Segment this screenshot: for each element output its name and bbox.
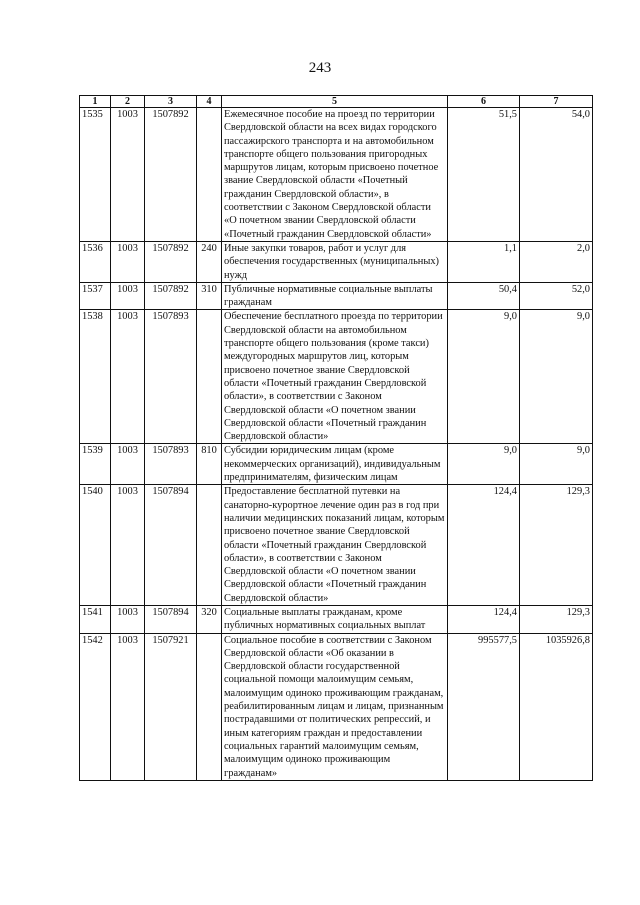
section-code: 1003 [111,444,145,485]
header-row [80,96,593,108]
header-cell: 3 [145,96,197,108]
expense-type: 240 [197,241,222,282]
amount-col7: 1035926,8 [520,633,593,780]
page-number: 243 [308,60,332,76]
item-name: Предоставление бесплатной путевки на санаторно-курортное лечение один раз в год при наличии медицинских показаний лицам, которым присвоено почетное звание Свердловской области «Почетный гражданин Свердловской области», в соответствии с Законом Свердловской области «О почетном звании Свердловской области «Почетный гражданин Свердловской области» [222,485,448,606]
row-number: 1539 [80,444,111,485]
section-code: 1003 [111,633,145,780]
table-row [80,108,593,242]
amount-col7: 54,0 [520,108,593,242]
amount-col7: 9,0 [520,310,593,444]
header-cell: 1 [80,96,111,108]
table-row [80,310,593,444]
amount-col7: 52,0 [520,282,593,310]
amount-col6: 51,5 [448,108,520,242]
amount-col7: 9,0 [520,444,593,485]
row-number: 1540 [80,485,111,606]
target-code: 1507892 [145,108,197,242]
amount-col6: 1,1 [448,241,520,282]
row-number: 1536 [80,241,111,282]
row-number: 1535 [80,108,111,242]
expense-type: 810 [197,444,222,485]
header-cell: 6 [448,96,520,108]
item-name: Социальные выплаты гражданам, кроме публичных нормативных социальных выплат [222,605,448,633]
amount-col6: 50,4 [448,282,520,310]
target-code: 1507893 [145,310,197,444]
amount-col7: 129,3 [520,485,593,606]
table-row [80,605,593,633]
item-name: Иные закупки товаров, работ и услуг для обеспечения государственных (муниципальных) нужд [222,241,448,282]
row-number: 1542 [80,633,111,780]
header-cell: 5 [222,96,448,108]
amount-col6: 995577,5 [448,633,520,780]
table-row [80,282,593,310]
item-name: Публичные нормативные социальные выплаты гражданам [222,282,448,310]
item-name: Социальное пособие в соответствии с Законом Свердловской области «Об оказании в Свердловской области государственной социальной помощи малоимущим семьям, малоимущим одиноко проживающим гражданам, реабилитированным лицам и лицам, признанным пострадавшими от политических репрессий, и иным категориям граждан и предоставлении социальных гарантий малоимущим семьям, малоимущим одиноко проживающим гражданам» [222,633,448,780]
target-code: 1507894 [145,605,197,633]
table-row [80,485,593,606]
section-code: 1003 [111,485,145,606]
header-cell: 2 [111,96,145,108]
item-name: Обеспечение бесплатного проезда по территории Свердловской области на автомобильном транспорте общего пользования (кроме такси) междугородных маршрутов лиц, которым присвоено почетное звание Свердловской области «Почетный гражданин Свердловской области», в соответствии с Законом Свердловской области «О почетном звании Свердловской области «Почетный гражданин Свердловской области» [222,310,448,444]
section-code: 1003 [111,241,145,282]
amount-col6: 9,0 [448,444,520,485]
expense-type [197,633,222,780]
section-code: 1003 [111,605,145,633]
section-code: 1003 [111,108,145,242]
item-name: Ежемесячное пособие на проезд по территории Свердловской области на всех видах городского пассажирского транспорта и на автомобильном транспорте общего пользования пригородных маршрутов лицам, которым присвоено почетное звание Свердловской области «Почетный гражданин Свердловской области», в соответствии с Законом Свердловской области «О почетном звании Свердловской области «Почетный гражданин Свердловской области» [222,108,448,242]
amount-col7: 129,3 [520,605,593,633]
target-code: 1507894 [145,485,197,606]
expense-type: 320 [197,605,222,633]
section-code: 1003 [111,282,145,310]
amount-col6: 124,4 [448,485,520,606]
expense-type: 310 [197,282,222,310]
amount-col6: 9,0 [448,310,520,444]
row-number: 1538 [80,310,111,444]
section-code: 1003 [111,310,145,444]
item-name: Субсидии юридическим лицам (кроме некоммерческих организаций), индивидуальным предпринимателям, физическим лицам [222,444,448,485]
header-cell: 7 [520,96,593,108]
table-row [80,444,593,485]
table-row [80,633,593,780]
expense-type [197,485,222,606]
row-number: 1541 [80,605,111,633]
expense-type [197,310,222,444]
header-cell: 4 [197,96,222,108]
target-code: 1507892 [145,241,197,282]
budget-table [79,95,593,781]
amount-col6: 124,4 [448,605,520,633]
target-code: 1507892 [145,282,197,310]
target-code: 1507893 [145,444,197,485]
amount-col7: 2,0 [520,241,593,282]
expense-type [197,108,222,242]
table-row [80,241,593,282]
row-number: 1537 [80,282,111,310]
target-code: 1507921 [145,633,197,780]
